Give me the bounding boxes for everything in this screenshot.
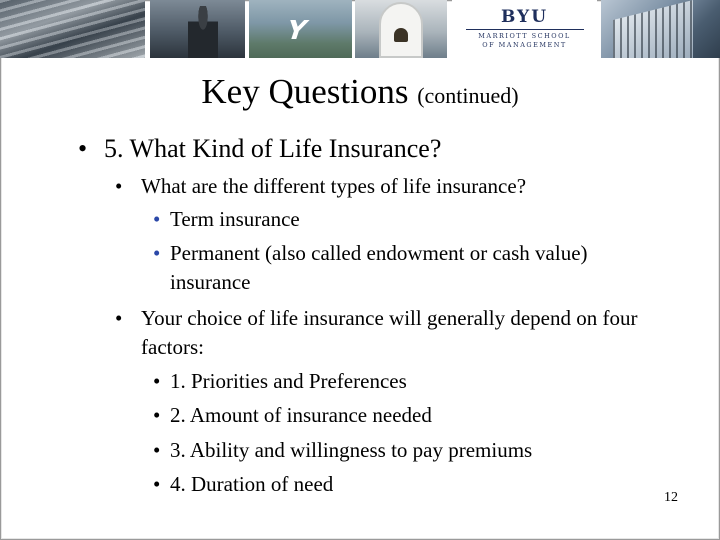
bullet-dot-icon: • <box>115 174 123 198</box>
sub-bullet-2-text: Your choice of life insurance will generally depend on four factors: <box>141 306 638 359</box>
list-item <box>153 436 673 465</box>
title-main: Key Questions <box>201 72 409 111</box>
main-bullet <box>80 133 441 165</box>
list-item-text: 3. Ability and willingness to pay premiums <box>170 438 533 462</box>
bell-icon <box>394 28 408 42</box>
page-number: 12 <box>664 490 678 505</box>
list-item-text: Term insurance <box>170 207 300 231</box>
bullet-dot-icon: • <box>115 306 123 330</box>
logo-rule <box>466 29 584 30</box>
bullet-dot-icon: • <box>153 241 161 265</box>
bullet-dot-icon: • <box>153 472 161 496</box>
list-item-text: Permanent (also called endowment or cash value) insurance <box>170 241 588 294</box>
banner-photo-mountain <box>249 0 352 58</box>
banner-photo-building <box>601 0 720 58</box>
byu-marriott-logo <box>452 0 597 58</box>
list-item-text: 1. Priorities and Preferences <box>170 369 407 393</box>
mountain-y-letter: Y <box>282 16 309 46</box>
bullet-dot-icon: • <box>153 207 161 231</box>
logo-school-text-2: OF MANAGEMENT <box>482 41 567 49</box>
banner-photo-bell-tower <box>355 0 447 58</box>
list-item <box>153 239 613 297</box>
banner-photo-statue <box>150 0 245 58</box>
statue-figure <box>188 6 218 58</box>
sub-bullet-2 <box>115 304 665 362</box>
list-item <box>153 470 673 499</box>
banner-photo-architecture <box>0 0 145 58</box>
logo-byu-text: BYU <box>500 7 549 27</box>
slide-title <box>0 70 720 118</box>
bullet-dot-icon: • <box>153 438 161 462</box>
bullet-dot-icon: • <box>153 403 161 427</box>
list-item <box>153 367 673 396</box>
main-bullet-text: 5. What Kind of Life Insurance? <box>104 134 442 163</box>
list-item <box>153 205 613 234</box>
logo-school-text: MARRIOTT SCHOOL <box>478 32 571 40</box>
bullet-dot-icon: • <box>153 369 161 393</box>
title-sub: (continued) <box>417 83 519 108</box>
bullet-dot-icon: • <box>78 134 88 163</box>
sub-bullet-1 <box>115 172 635 201</box>
list-item-text: 4. Duration of need <box>170 472 334 496</box>
sub-bullet-1-text: What are the different types of life insurance? <box>141 174 527 198</box>
list-item <box>153 401 673 430</box>
list-item-text: 2. Amount of insurance needed <box>170 403 432 427</box>
header-banner <box>0 0 720 58</box>
